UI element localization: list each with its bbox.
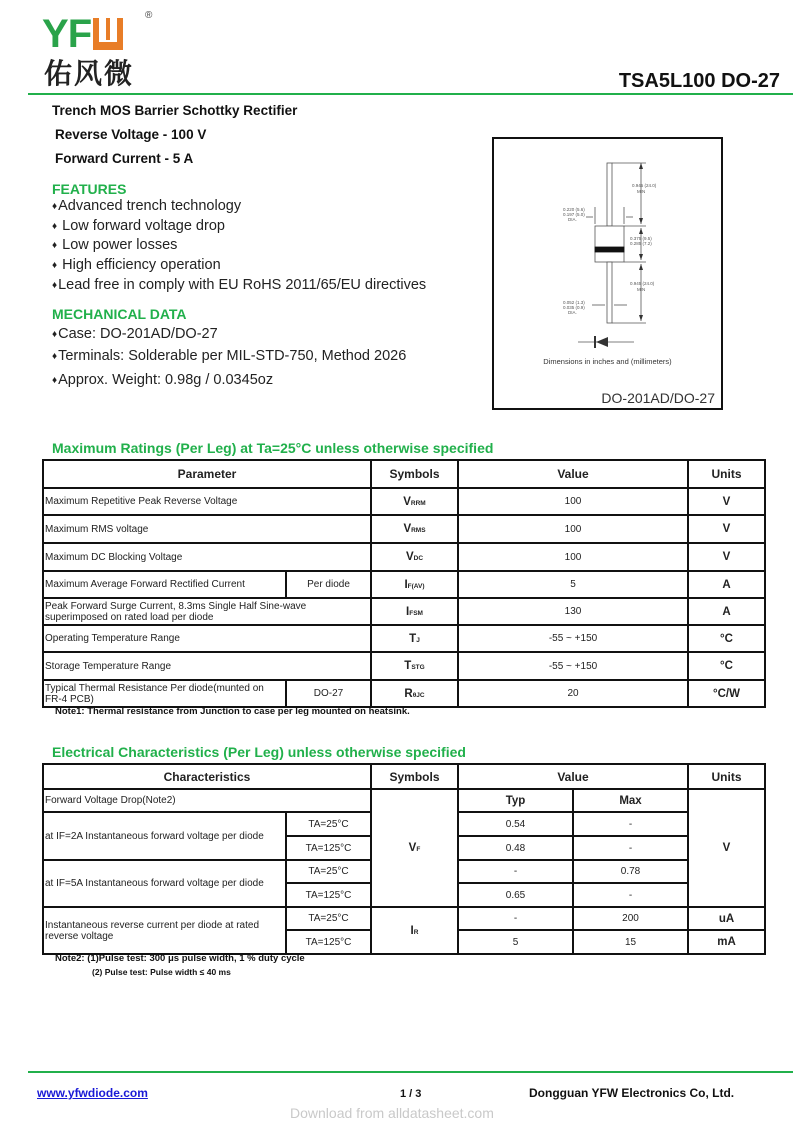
feature-item: ♦Advanced trench technology (52, 198, 242, 214)
diamond-bullet-icon: ♦ (52, 375, 58, 386)
forward-current-spec: Forward Current - 5 A (55, 151, 194, 166)
table-row: TA=125°C 5 15 mA (43, 930, 765, 954)
page-number: 1 / 3 (400, 1088, 422, 1100)
do27-outline-drawing-icon (494, 139, 721, 408)
package-outline-diagram (492, 137, 723, 410)
table-row: Storage Temperature Range TSTG -55 ~ +150 °C (43, 652, 765, 680)
table-row: Forward Voltage Drop(Note2) VF Typ Max V (43, 789, 765, 812)
dimensions-caption: Dimensions in inches and (millimeters) (543, 357, 672, 366)
mechanical-item: ♦Terminals: Solderable per MIL-STD-750, Method 2026 (52, 348, 407, 364)
mechanical-item: ♦Case: DO-201AD/DO-27 (52, 326, 218, 342)
col-max: Max (573, 789, 688, 812)
diamond-bullet-icon: ♦ (52, 280, 58, 291)
col-symbols: Symbols (371, 460, 458, 488)
col-units: Units (688, 460, 765, 488)
electrical-title: Electrical Characteristics (Per Leg) unless otherwise specified (52, 744, 466, 760)
svg-text:0.375 (9.5): 0.375 (9.5) (630, 236, 652, 241)
table-header-row (43, 460, 765, 488)
diamond-bullet-icon: ♦ (52, 351, 58, 362)
svg-text:0.945 (24.0): 0.945 (24.0) (630, 281, 655, 286)
feature-item: ♦ Low power losses (52, 237, 178, 253)
col-parameter: Parameter (43, 460, 371, 488)
feature-item: ♦Lead free in comply with EU RoHS 2011/65/EU directives (52, 277, 427, 293)
table-row: Maximum RMS voltage VRMS 100 V (43, 515, 765, 543)
table-row: Typical Thermal Resistance Per diode(munted on FR-4 PCB) DO-27 RθJC 20 °C/W (43, 680, 765, 707)
svg-text:DIA.: DIA. (568, 310, 577, 315)
col-symbols: Symbols (371, 764, 458, 789)
col-characteristics: Characteristics (43, 764, 371, 789)
svg-text:0.220 (5.6): 0.220 (5.6) (563, 207, 585, 212)
diamond-bullet-icon: ♦ (52, 260, 58, 271)
note1: Note1: Thermal resistance from Junction to case per leg mounted on heatsink. (55, 706, 410, 717)
logo-chinese-name: 佑风微 (44, 57, 135, 90)
max-ratings-title: Maximum Ratings (Per Leg) at Ta=25°C unless otherwise specified (52, 440, 494, 456)
svg-text:MIN: MIN (637, 189, 646, 194)
table-row: Maximum Average Forward Rectified Current Per diode IF(AV) 5 A (43, 571, 765, 598)
svg-text:0.945 (24.0): 0.945 (24.0) (632, 183, 657, 188)
mechanical-item: ♦Approx. Weight: 0.98g / 0.0345oz (52, 372, 274, 388)
part-title: TSA5L100 DO-27 (618, 70, 780, 92)
reverse-voltage-spec: Reverse Voltage - 100 V (55, 127, 207, 142)
table-row: TA=125°C 0.65 - (43, 883, 765, 907)
download-watermark: Download from alldatasheet.com (290, 1105, 494, 1121)
table-row: Maximum DC Blocking Voltage VDC 100 V (43, 543, 765, 571)
table-row: at IF=5A Instantaneous forward voltage per diode TA=25°C - 0.78 (43, 860, 765, 883)
table-row: TA=125°C 0.48 - (43, 836, 765, 860)
svg-text:MIN: MIN (637, 287, 646, 292)
electrical-table (42, 763, 766, 955)
website-link[interactable]: www.yfwdiode.com (37, 1086, 148, 1100)
mechanical-heading: MECHANICAL DATA (52, 306, 187, 322)
col-typ: Typ (458, 789, 573, 812)
feature-item: ♦ High efficiency operation (52, 257, 221, 273)
note2-line1: Note2: (1)Pulse test: 300 μs pulse width, 1 % duty cycle (55, 953, 305, 964)
diamond-bullet-icon: ♦ (52, 221, 58, 232)
col-units: Units (688, 764, 765, 789)
features-heading: FEATURES (52, 181, 127, 197)
yfw-logo (42, 8, 152, 92)
product-subtitle: Trench MOS Barrier Schottky Rectifier (52, 103, 298, 118)
header-divider (28, 93, 793, 95)
diamond-bullet-icon: ♦ (52, 201, 58, 212)
note2-line2: (2) Pulse test: Pulse width ≤ 40 ms (92, 967, 231, 977)
svg-text:0.052 (1.3): 0.052 (1.3) (563, 300, 585, 305)
table-header-row (43, 764, 765, 789)
diamond-bullet-icon: ♦ (52, 329, 58, 340)
diamond-bullet-icon: ♦ (52, 240, 58, 251)
table-row: Instantaneous reverse current per diode at rated reverse voltage TA=25°C IR - 200 uA (43, 907, 765, 930)
logo-w-glyph (93, 18, 123, 50)
table-row: at IF=2A Instantaneous forward voltage per diode TA=25°C 0.54 - (43, 812, 765, 836)
col-value: Value (458, 460, 688, 488)
svg-text:0.035 (0.9): 0.035 (0.9) (563, 305, 585, 310)
registered-mark: ® (145, 10, 153, 21)
table-row: Peak Forward Surge Current, 8.3ms Single Half Sine-wave superimposed on rated load per diode IFSM 130 A (43, 598, 765, 625)
footer-divider (28, 1071, 793, 1073)
package-label: DO-201AD/DO-27 (601, 390, 715, 406)
max-ratings-table (42, 459, 766, 708)
table-row: Operating Temperature Range TJ -55 ~ +150 °C (43, 625, 765, 652)
company-name: Dongguan YFW Electronics Co, Ltd. (529, 1086, 735, 1100)
logo-letters: YF (42, 14, 123, 54)
svg-text:0.197 (5.0): 0.197 (5.0) (563, 212, 585, 217)
col-value: Value (458, 764, 688, 789)
table-row: Maximum Repetitive Peak Reverse Voltage VRRM 100 V (43, 488, 765, 515)
svg-text:0.285 (7.2): 0.285 (7.2) (630, 241, 652, 246)
svg-text:DIA.: DIA. (568, 217, 577, 222)
feature-item: ♦ Low forward voltage drop (52, 218, 225, 234)
